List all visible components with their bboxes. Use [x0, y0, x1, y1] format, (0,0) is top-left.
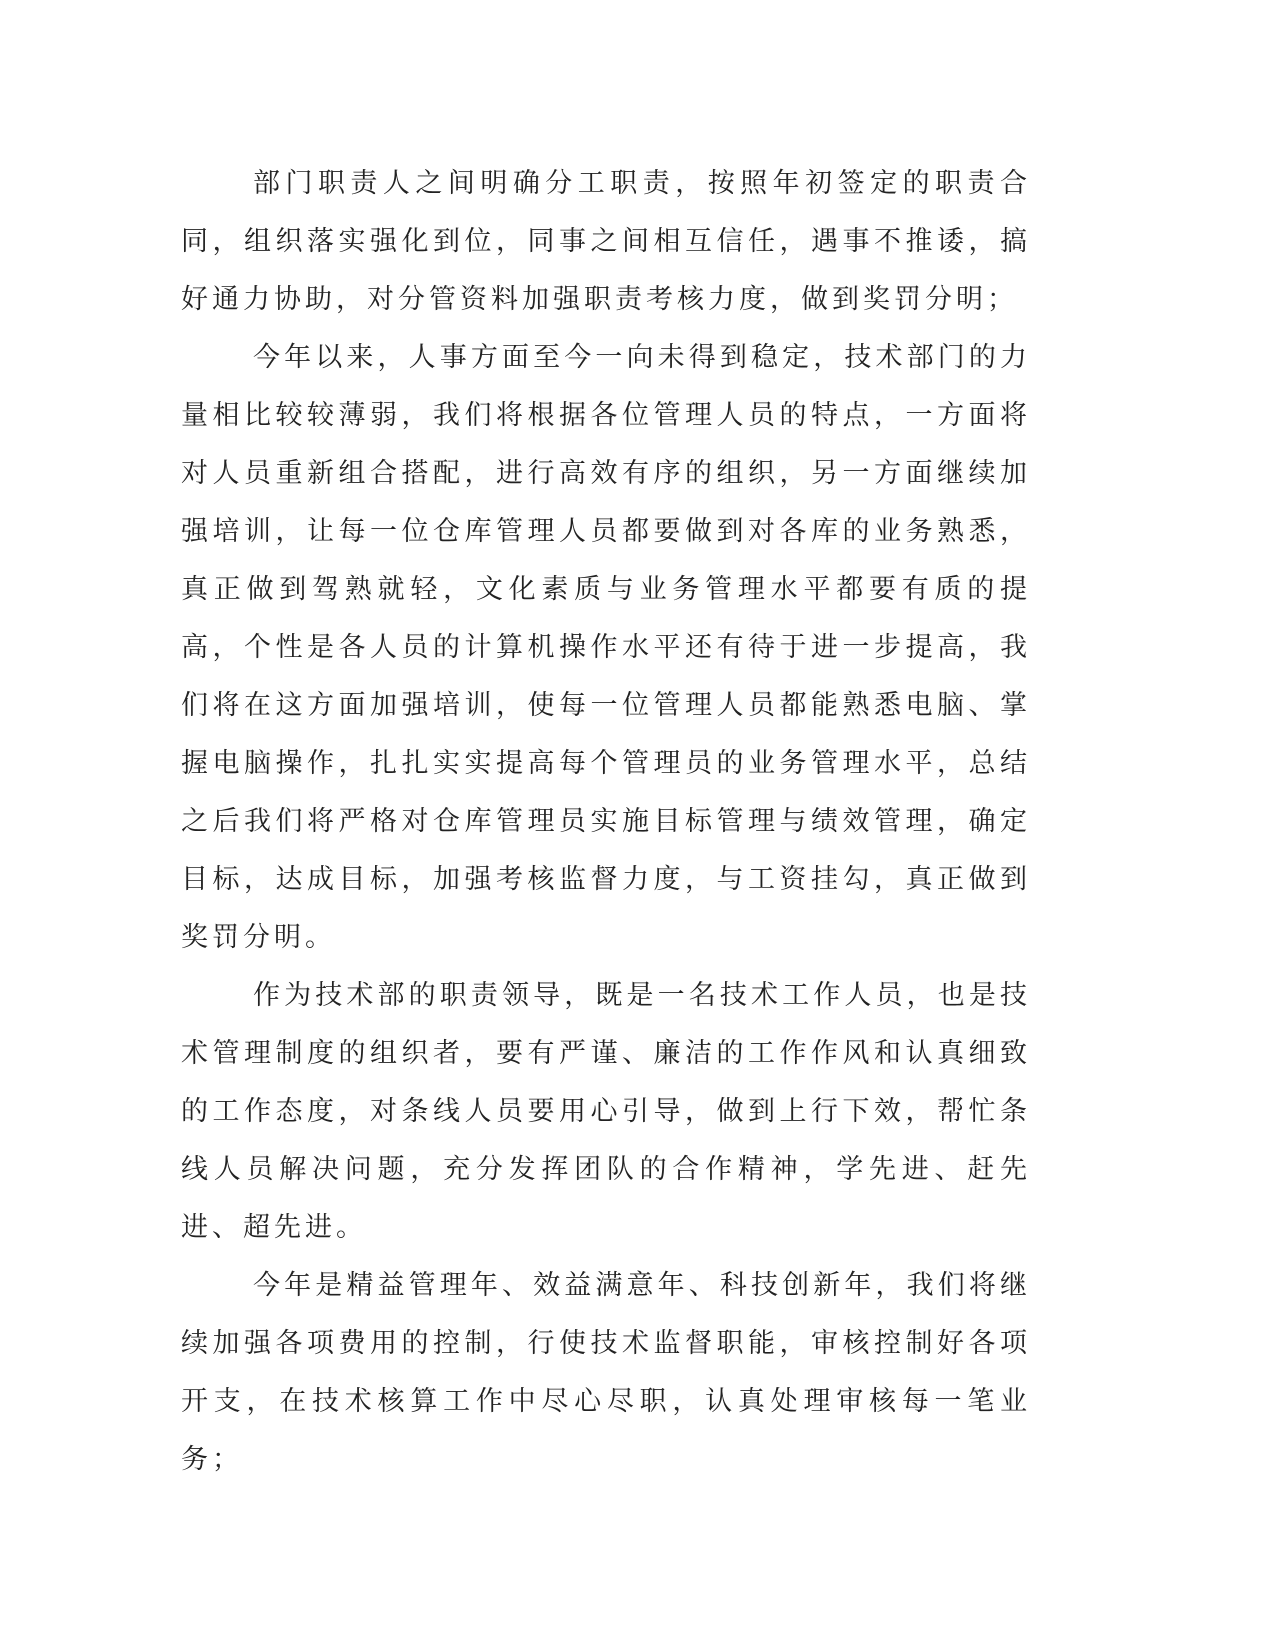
- paragraph-3: 作为技术部的职责领导，既是一名技术工作人员，也是技术管理制度的组织者，要有严谨、廉洁的工作作风和认真细致的工作态度，对条线人员要用心引导，做到上行下效，帮忙条线人员解决问题，充分发挥团队的合作精神，学先进、赶先进、超先进。: [181, 980, 1031, 1243]
- paragraph-4: 今年是精益管理年、效益满意年、科技创新年，我们将继续加强各项费用的控制，行使技术监督职能，审核控制好各项开支，在技术核算工作中尽心尽职，认真处理审核每一笔业务；: [181, 1270, 1031, 1475]
- paragraph-2: 今年以来，人事方面至今一向未得到稳定，技术部门的力量相比较较薄弱，我们将根据各位管理人员的特点，一方面将对人员重新组合搭配，进行高效有序的组织，另一方面继续加强培训，让每一位仓库管理人员都要做到对各库的业务熟悉，真正做到驾熟就轻，文化素质与业务管理水平都要有质的提高，个性是各人员的计算机操作水平还有待于进一步提高，我们将在这方面加强培训，使每一位管理人员都能熟悉电脑、掌握电脑操作，扎扎实实提高每个管理员的业务管理水平，总结之后我们将严格对仓库管理员实施目标管理与绩效管理，确定目标，达成目标，加强考核监督力度，与工资挂勾，真正做到奖罚分明。: [181, 342, 1031, 953]
- paragraph-1: 部门职责人之间明确分工职责，按照年初签定的职责合同，组织落实强化到位，同事之间相互信任，遇事不推诿，搞好通力协助，对分管资料加强职责考核力度，做到奖罚分明；: [181, 168, 1031, 315]
- document-body: [181, 155, 1031, 1489]
